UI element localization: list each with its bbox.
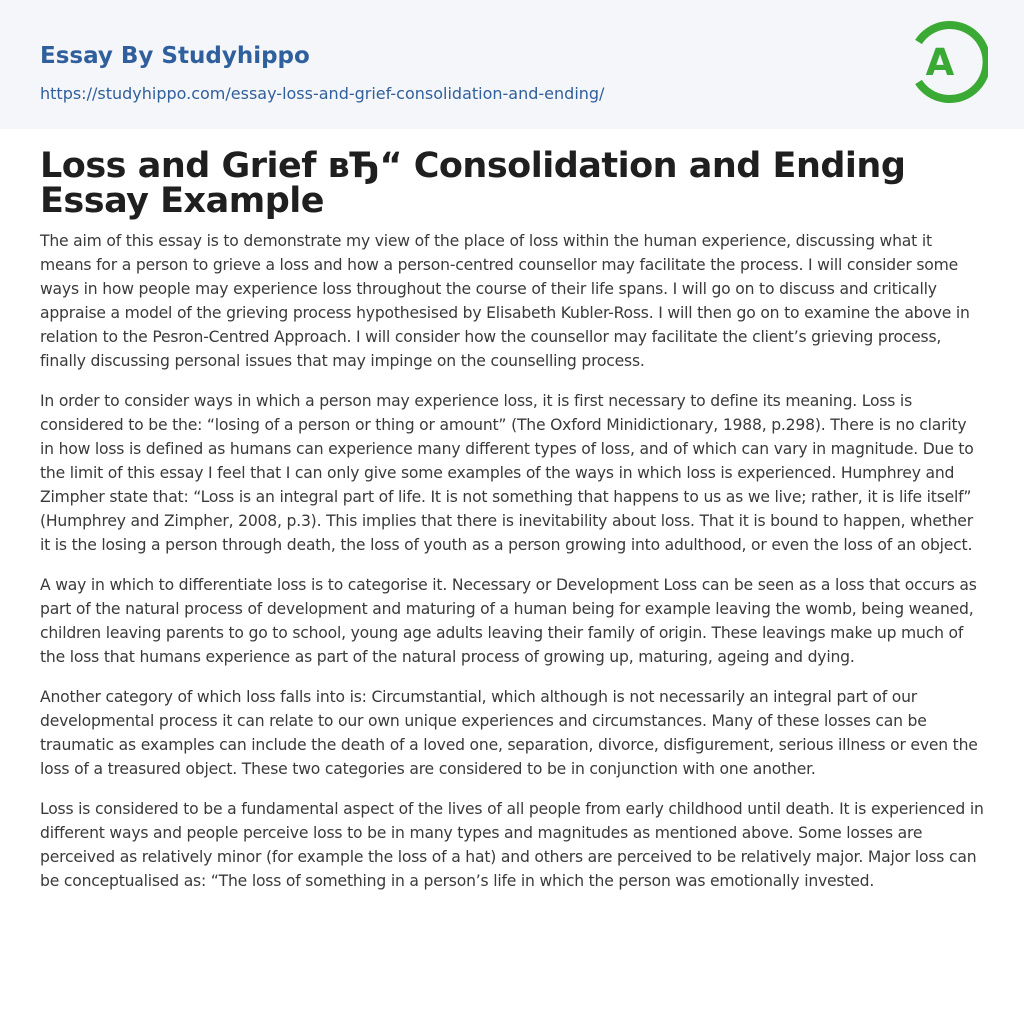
- source-url-link[interactable]: https://studyhippo.com/essay-loss-and-grief-consolidation-and-ending/: [40, 84, 605, 103]
- logo-ring-icon: [910, 18, 988, 106]
- paragraph: Another category of which loss falls into is: Circumstantial, which although is not necessarily an integral part of our developmental process it can relate to our own unique experiences and circumstances. Many of these losses can be traumatic as examples can include the death of a loved one, separation, divorce, disfigurement, serious illness or even the loss of a treasured object. These two categories are considered to be in conjunction with one another.: [40, 688, 978, 778]
- site-header: [0, 0, 1024, 129]
- logo-letter: A: [925, 41, 955, 84]
- paragraph: The aim of this essay is to demonstrate my view of the place of loss within the human experience, discussing what it means for a person to grieve a loss and how a person-centred counsellor may facilitate the process. I will consider some ways in how people may experience loss throughout the course of their life spans. I will go on to discuss and critically appraise a model of the grieving process hypothesised by Elisabeth Kubler-Ross. I will then go on to examine the above in relation to the Pesron-Centred Approach. I will consider how the counsellor may facilitate the client’s grieving process, finally discussing personal issues that may impinge on the counselling process.: [40, 232, 970, 370]
- site-title[interactable]: Essay By Studyhippo: [40, 43, 310, 69]
- article-body: [40, 219, 984, 893]
- page-title: Loss and Grief вЂ“ Consolidation and Ending Essay Example: [40, 146, 906, 221]
- article: [0, 129, 1024, 893]
- paragraph: A way in which to differentiate loss is to categorise it. Necessary or Development Loss can be seen as a loss that occurs as part of the natural process of development and maturing of a human being for example leaving the womb, being weaned, children leaving parents to go to school, young age adults leaving their family of origin. These leavings make up much of the loss that humans experience as part of the natural process of growing up, maturing, ageing and dying.: [40, 576, 977, 666]
- studyhippo-logo[interactable]: [910, 18, 988, 106]
- paragraph: In order to consider ways in which a person may experience loss, it is first necessary to define its meaning. Loss is considered to be the: “losing of a person or thing or amount” (The Oxford Minidictionary, 1988, p.298). There is no clarity in how loss is defined as humans can experience many different types of loss, and of which can vary in magnitude. Due to the limit of this essay I feel that I can only give some examples of the ways in which loss is experienced. Humphrey and Zimpher state that: “Loss is an integral part of life. It is not something that happens to us as we live; rather, it is life itself” (Humphrey and Zimpher, 2008, p.3). This implies that there is inevitability about loss. That it is bound to happen, whether it is the losing a person through death, the loss of youth as a person growing into adulthood, or even the loss of an object.: [40, 392, 974, 554]
- paragraph: Loss is considered to be a fundamental aspect of the lives of all people from early childhood until death. It is experienced in different ways and people perceive loss to be in many types and magnitudes as mentioned above. Some losses are perceived as relatively minor (for example the loss of a hat) and others are perceived to be relatively major. Major loss can be conceptualised as: “The loss of something in a person’s life in which the person was emotionally invested.: [40, 800, 984, 890]
